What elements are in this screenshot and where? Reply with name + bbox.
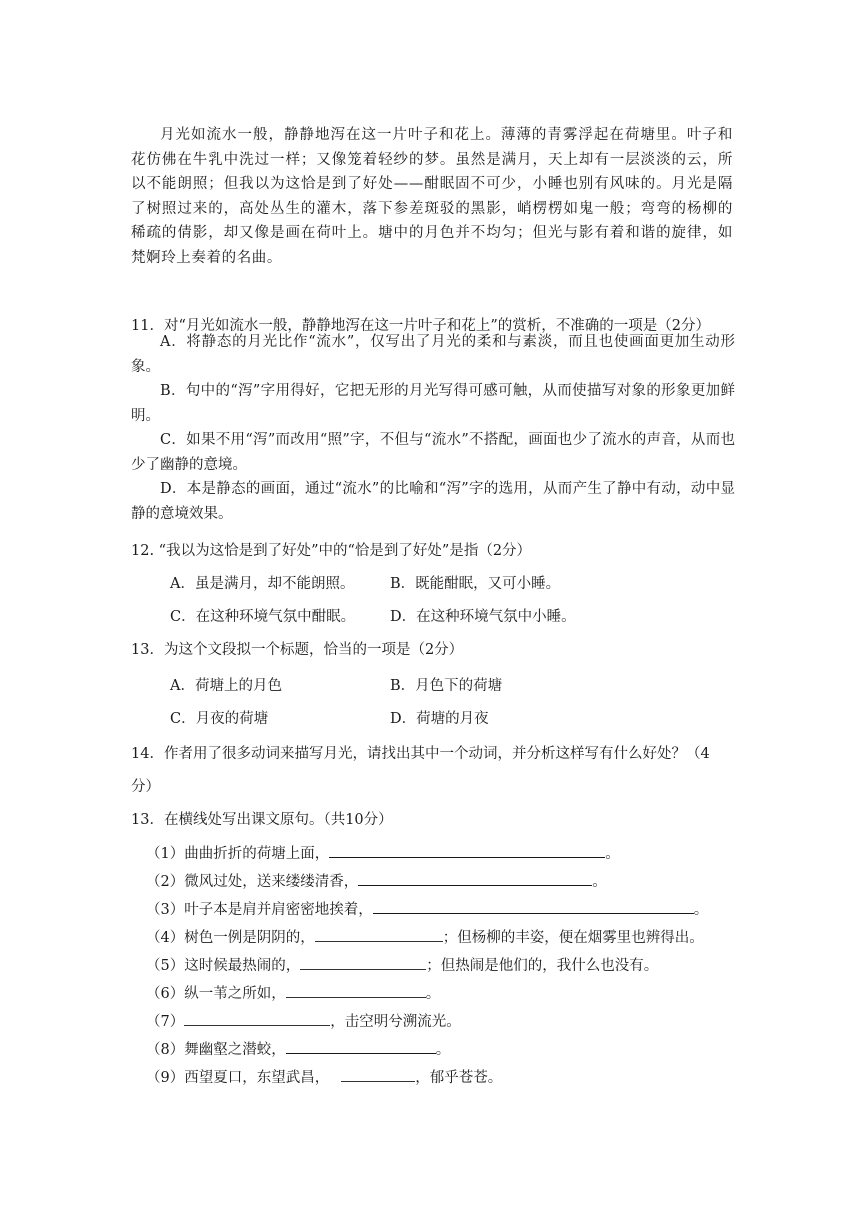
q13-option-a: A．荷塘上的月色: [170, 678, 282, 694]
fill-item-2-end: 。: [592, 874, 607, 890]
q12-option-b: B．既能酣眠，又可小睡。: [390, 576, 561, 592]
q11-option-a: A．将静态的月光比作“流水”，仅写出了月光的柔和与素淡，而且也使画面更加生动形象。: [131, 334, 735, 375]
fill-item-5-text: （5）这时候最热闹的，: [146, 958, 301, 974]
q12-option-c: C．在这种环境气氛中酣眠。: [170, 609, 356, 625]
question-14-line2: 分）: [131, 779, 160, 795]
question-14-line1: 14．作者用了很多动词来描写月光，请找出其中一个动词，并分析这样写有什么好处？（4: [131, 746, 710, 762]
fill-item-1-text: （1）曲曲折折的荷塘上面，: [146, 846, 330, 862]
fill-item-8-text: （8）舞幽壑之潜蛟，: [146, 1042, 286, 1058]
fill-item-4-blank[interactable]: [315, 927, 443, 942]
fill-section-stem: 13．在横线处写出课文原句。（共10分）: [131, 812, 393, 828]
fill-item-5-end: ；但热闹是他们的，我什么也没有。: [426, 958, 659, 974]
fill-item-2-blank[interactable]: [358, 871, 592, 886]
fill-item-6-text: （6）纵一苇之所如，: [146, 986, 286, 1002]
q11-option-b: B．句中的“泻”字用得好，它把无形的月光写得可感可触，从而使描写对象的形象更加鲜明。: [131, 383, 735, 424]
q12-option-a: A．虽是满月，却不能朗照。: [170, 576, 355, 592]
fill-item-7: [146, 1011, 461, 1032]
fill-item-6: [146, 983, 440, 1004]
fill-item-3-end: 。: [693, 902, 709, 918]
fill-item-8-blank[interactable]: [286, 1039, 436, 1054]
fill-item-1-blank[interactable]: [329, 843, 605, 858]
q12-option-d: D．在这种环境气氛中小睡。: [390, 609, 576, 625]
q11-option-c: C．如果不用“泻”而改用“照”字，不但与“流水”不搭配，画面也少了流水的声音，从而也少了幽静的意境。: [131, 432, 735, 473]
fill-item-9-text: （9）西望夏口，东望武昌，: [146, 1070, 330, 1086]
fill-item-8: [146, 1039, 450, 1060]
fill-item-4: [146, 927, 704, 948]
q13-option-b: B．月色下的荷塘: [390, 678, 503, 694]
fill-item-9-end: ，郁乎苍苍。: [415, 1070, 503, 1086]
reading-passage: 月光如流水一般，静静地泻在这一片叶子和花上。薄薄的青雾浮起在荷塘里。叶子和花仿佛在牛乳中洗过一样；又像笼着轻纱的梦。虽然是满月，天上却有一层淡淡的云，所以不能朗照；但我以为这恰是到了好处——酣眠固不可少，小睡也别有风味的。月光是隔了树照过来的，高处丛生的灌木，落下参差斑驳的黑影，峭楞楞如鬼一般；弯弯的杨柳的稀疏的倩影，却又像是画在荷叶上。塘中的月色并不均匀；但光与影有着和谐的旋律，如梵婀玲上奏着的名曲。: [131, 127, 733, 266]
fill-item-9-blank[interactable]: [341, 1067, 415, 1082]
fill-item-5: [146, 955, 658, 976]
fill-item-1-end: 。: [605, 846, 620, 862]
question-12-stem: 12. “我以为这恰是到了好处”中的“恰是到了好处”是指（2分）: [131, 543, 532, 559]
q13-option-d: D．荷塘的月夜: [390, 711, 489, 727]
fill-item-3-blank[interactable]: [373, 899, 694, 914]
fill-item-4-end: ；但杨柳的丰姿，便在烟雾里也辨得出。: [442, 930, 704, 946]
fill-item-3: [146, 899, 708, 920]
q11-option-d: D．本是静态的画面，通过“流水”的比喻和“泻”字的选用，从而产生了静中有动，动中显静的意境效果。: [131, 481, 735, 522]
q13-option-c: C．月夜的荷塘: [170, 711, 269, 727]
question-11-options: [131, 330, 735, 526]
fill-item-5-blank[interactable]: [300, 955, 426, 970]
fill-item-9: [146, 1067, 502, 1088]
fill-item-7-end: ，击空明兮溯流光。: [330, 1014, 461, 1030]
fill-item-1: [146, 843, 620, 864]
question-11-stem: 11．对“月光如流水一般，静静地泻在这一片叶子和花上”的赏析，不准确的一项是（2分）: [131, 318, 710, 334]
fill-item-6-end: 。: [425, 986, 441, 1002]
fill-item-7-blank[interactable]: [184, 1011, 330, 1026]
question-13-stem: 13．为这个文段拟一个标题，恰当的一项是（2分）: [131, 642, 464, 658]
fill-item-7-text: （7）: [146, 1014, 185, 1030]
fill-item-2: [146, 871, 607, 892]
fill-item-4-text: （4）树色一例是阴阴的，: [146, 930, 315, 946]
fill-item-3-text: （3）叶子本是肩并肩密密地挨着，: [146, 902, 373, 918]
fill-item-2-text: （2）微风过处，送来缕缕清香，: [146, 874, 359, 890]
fill-item-8-end: 。: [435, 1042, 451, 1058]
fill-item-6-blank[interactable]: [286, 983, 426, 998]
